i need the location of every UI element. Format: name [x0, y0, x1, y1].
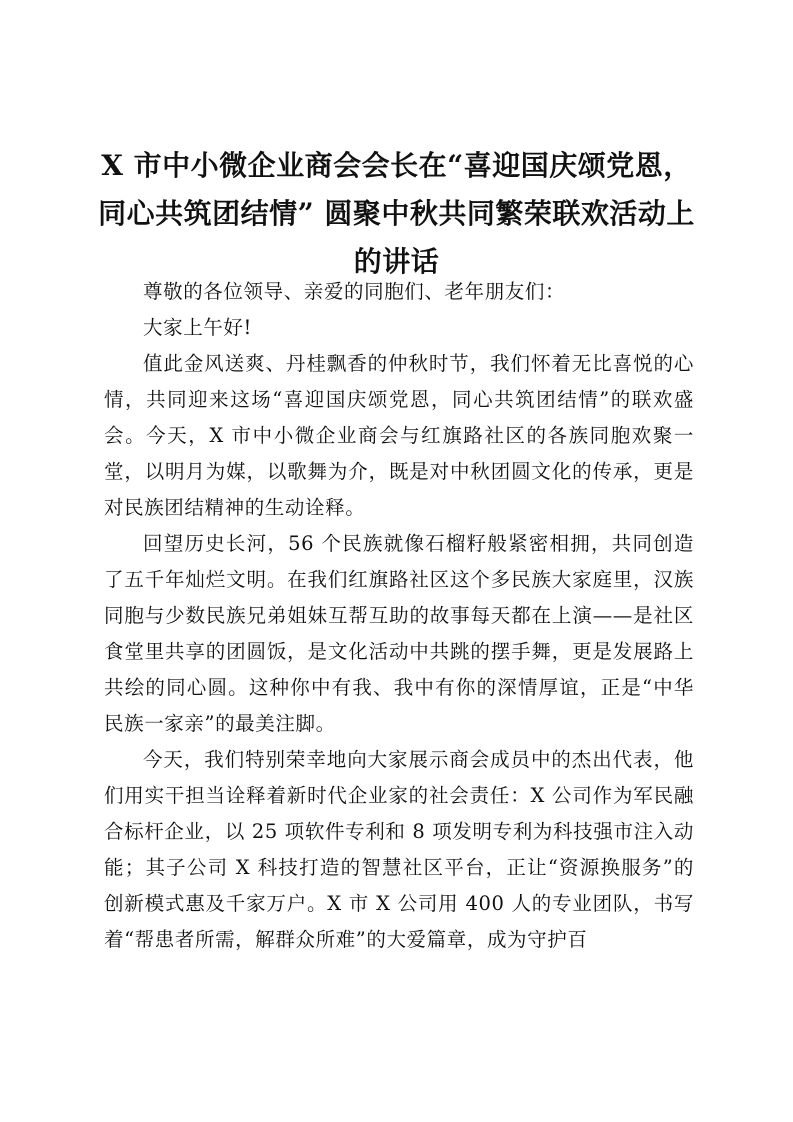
- document-body: [104, 274, 694, 958]
- body-paragraph: 回望历史长河，56 个民族就像石榴籽般紧密相拥，共同创造了五千年灿烂文明。在我们红旗路社区这个多民族大家庭里，汉族同胞与少数民族兄弟姐妹互帮互助的故事每天都在上演——是社区食堂里共享的团圆饭，是文化活动中共跳的摆手舞，更是发展路上共绘的同心圆。这种你中有我、我中有你的深情厚谊，正是“中华民族一家亲”的最美注脚。: [104, 532, 694, 735]
- document-title: X 市中小微企业商会会长在“喜迎国庆颂党恩，同心共筑团结情” 圆聚中秋共同繁荣联欢活动上的讲话: [98, 149, 695, 278]
- body-paragraph: 值此金风送爽、丹桂飘香的仲秋时节，我们怀着无比喜悦的心情，共同迎来这场“喜迎国庆颂党恩，同心共筑团结情”的联欢盛会。今天，X 市中小微企业商会与红旗路社区的各族同胞欢聚一堂，以明月为媒，以歌舞为介，既是对中秋团圆文化的传承，更是对民族团结精神的生动诠释。: [104, 352, 694, 519]
- salutation-paragraph: 尊敬的各位领导、亲爱的同胞们、老年朋友们：: [143, 280, 566, 303]
- greeting-paragraph: 大家上午好!: [143, 316, 252, 339]
- body-paragraph: 今天，我们特别荣幸地向大家展示商会成员中的杰出代表，他们用实干担当诠释着新时代企业家的社会责任：X 公司作为军民融合标杆企业，以 25 项软件专利和 8 项发明专利为科技强市注入动能；其子公司 X 科技打造的智慧社区平台，正让“资源换服务”的创新模式惠及千家万户。X 市 X 公司用 400 人的专业团队，书写着“帮患者所需，解群众所难”的大爱篇章，成为守护百: [104, 748, 694, 951]
